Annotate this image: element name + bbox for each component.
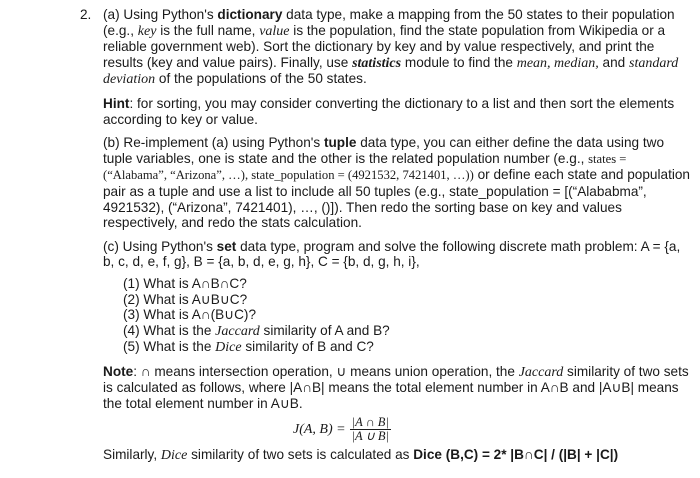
- part-a-text-1: (a) Using Python's: [103, 7, 218, 22]
- stdev-word: standard deviation: [103, 55, 679, 88]
- part-a-text-3: is the full name,: [156, 22, 260, 38]
- part-b-text-3: or define each state and population pair as a tuple and use a list to include all 50 tuples (e.g., state_population = [(“Alababma”, 4921532), (“Arizona”, 7421401), …, ()]). Then redo the sorting base on key and values respectively, and redo the stats calculation.: [103, 167, 690, 231]
- part-a-text-6: and: [598, 54, 629, 70]
- sub-question-3: (3) What is A∩(B∪C)?: [123, 307, 257, 323]
- part-c: [103, 239, 693, 270]
- set-keyword: set: [216, 238, 237, 254]
- tuple-keyword: tuple: [323, 135, 357, 151]
- dice-text-2: similarity of two sets is calculated as: [187, 446, 414, 462]
- sub-question-4-a: (4) What is the: [123, 322, 216, 338]
- dice-definition-word: Dice: [160, 447, 188, 463]
- sub-question-5: [123, 339, 693, 356]
- statistics-word: statistics: [352, 55, 402, 71]
- dictionary-keyword: dictionary: [217, 7, 283, 22]
- note-text-1: : ∩ means intersection operation, ∪ means union operation, the: [133, 363, 519, 379]
- note: [103, 364, 693, 412]
- formula-denominator: |A ∪ B|: [351, 429, 389, 444]
- formula-fraction: [350, 416, 391, 443]
- mean-median-word: mean, median,: [516, 55, 599, 71]
- value-word: value: [259, 23, 290, 39]
- hint: [103, 96, 693, 127]
- part-a-text-5: module to find the: [401, 54, 517, 70]
- part-c-text-2: data type, program and solve the following discrete math problem: A = {a, b, c, d, e, f, g}, B = {a, b, d, e, g, h}, C = {b, d, g, h, i},: [103, 238, 681, 270]
- note-jaccard-word: Jaccard: [518, 364, 564, 380]
- sub-question-4: [123, 323, 693, 340]
- part-b-text-1: (b) Re-implement (a) using Python's: [103, 135, 324, 151]
- part-b-text-2: data type, you can either define the data using two tuple variables, one is state and the other is the related population number (e.g.,: [103, 135, 665, 166]
- note-label: Note: [103, 363, 134, 379]
- sub-question-5-c: similarity of B and C?: [241, 339, 374, 355]
- part-b: [103, 135, 693, 231]
- dice-text-1: Similarly,: [103, 446, 161, 462]
- formula-lhs: J(A, B) =: [293, 421, 346, 437]
- part-a-text-2: data type, make a mapping from the 50 states to their population (e.g.,: [103, 7, 675, 38]
- hint-text: : for sorting, you may consider converting the dictionary to a list and then sort the elements according to key or value.: [103, 95, 675, 127]
- sub-question-2: (2) What is A∪B∪C?: [123, 291, 248, 307]
- part-c-text-1: (c) Using Python's: [103, 238, 217, 254]
- dice-definition: [103, 447, 693, 464]
- sub-question-5-a: (5) What is the: [123, 339, 216, 355]
- note-text-2: similarity of two sets is calculated as follows, where |A∩B| means the total element number in A∩B and |A∪B| means the total element number in A∪B.: [103, 363, 689, 412]
- sub-question-list: [123, 276, 693, 356]
- jaccard-formula: [293, 413, 693, 447]
- part-a-text-7: of the populations of the 50 states.: [155, 71, 367, 87]
- part-a: [103, 7, 693, 88]
- part-a-text-4: is the population, find the state population from Wikipedia or a reliable government web). Sort the dictionary by key and by value respectively, and print the results (key and value pairs). Finally, use: [103, 22, 666, 70]
- dice-formula: Dice (B,C) = 2* |B∩C| / (|B| + |C|): [413, 446, 619, 462]
- dice-word: Dice: [215, 340, 242, 356]
- key-word: key: [137, 23, 157, 39]
- question-body: [103, 7, 693, 463]
- sub-question-1: (1) What is A∩B∩C?: [123, 275, 247, 291]
- jaccard-word: Jaccard: [215, 323, 260, 339]
- part-b-serif-example: states = (“Alabama”, “Arizona”, …), state_population = (4921532, 7421401, …)): [103, 151, 627, 183]
- question-number: 2.: [80, 7, 92, 22]
- sub-question-4-c: similarity of A and B?: [259, 322, 390, 338]
- formula-numerator: |A ∩ B|: [351, 415, 389, 430]
- hint-label: Hint: [103, 95, 130, 111]
